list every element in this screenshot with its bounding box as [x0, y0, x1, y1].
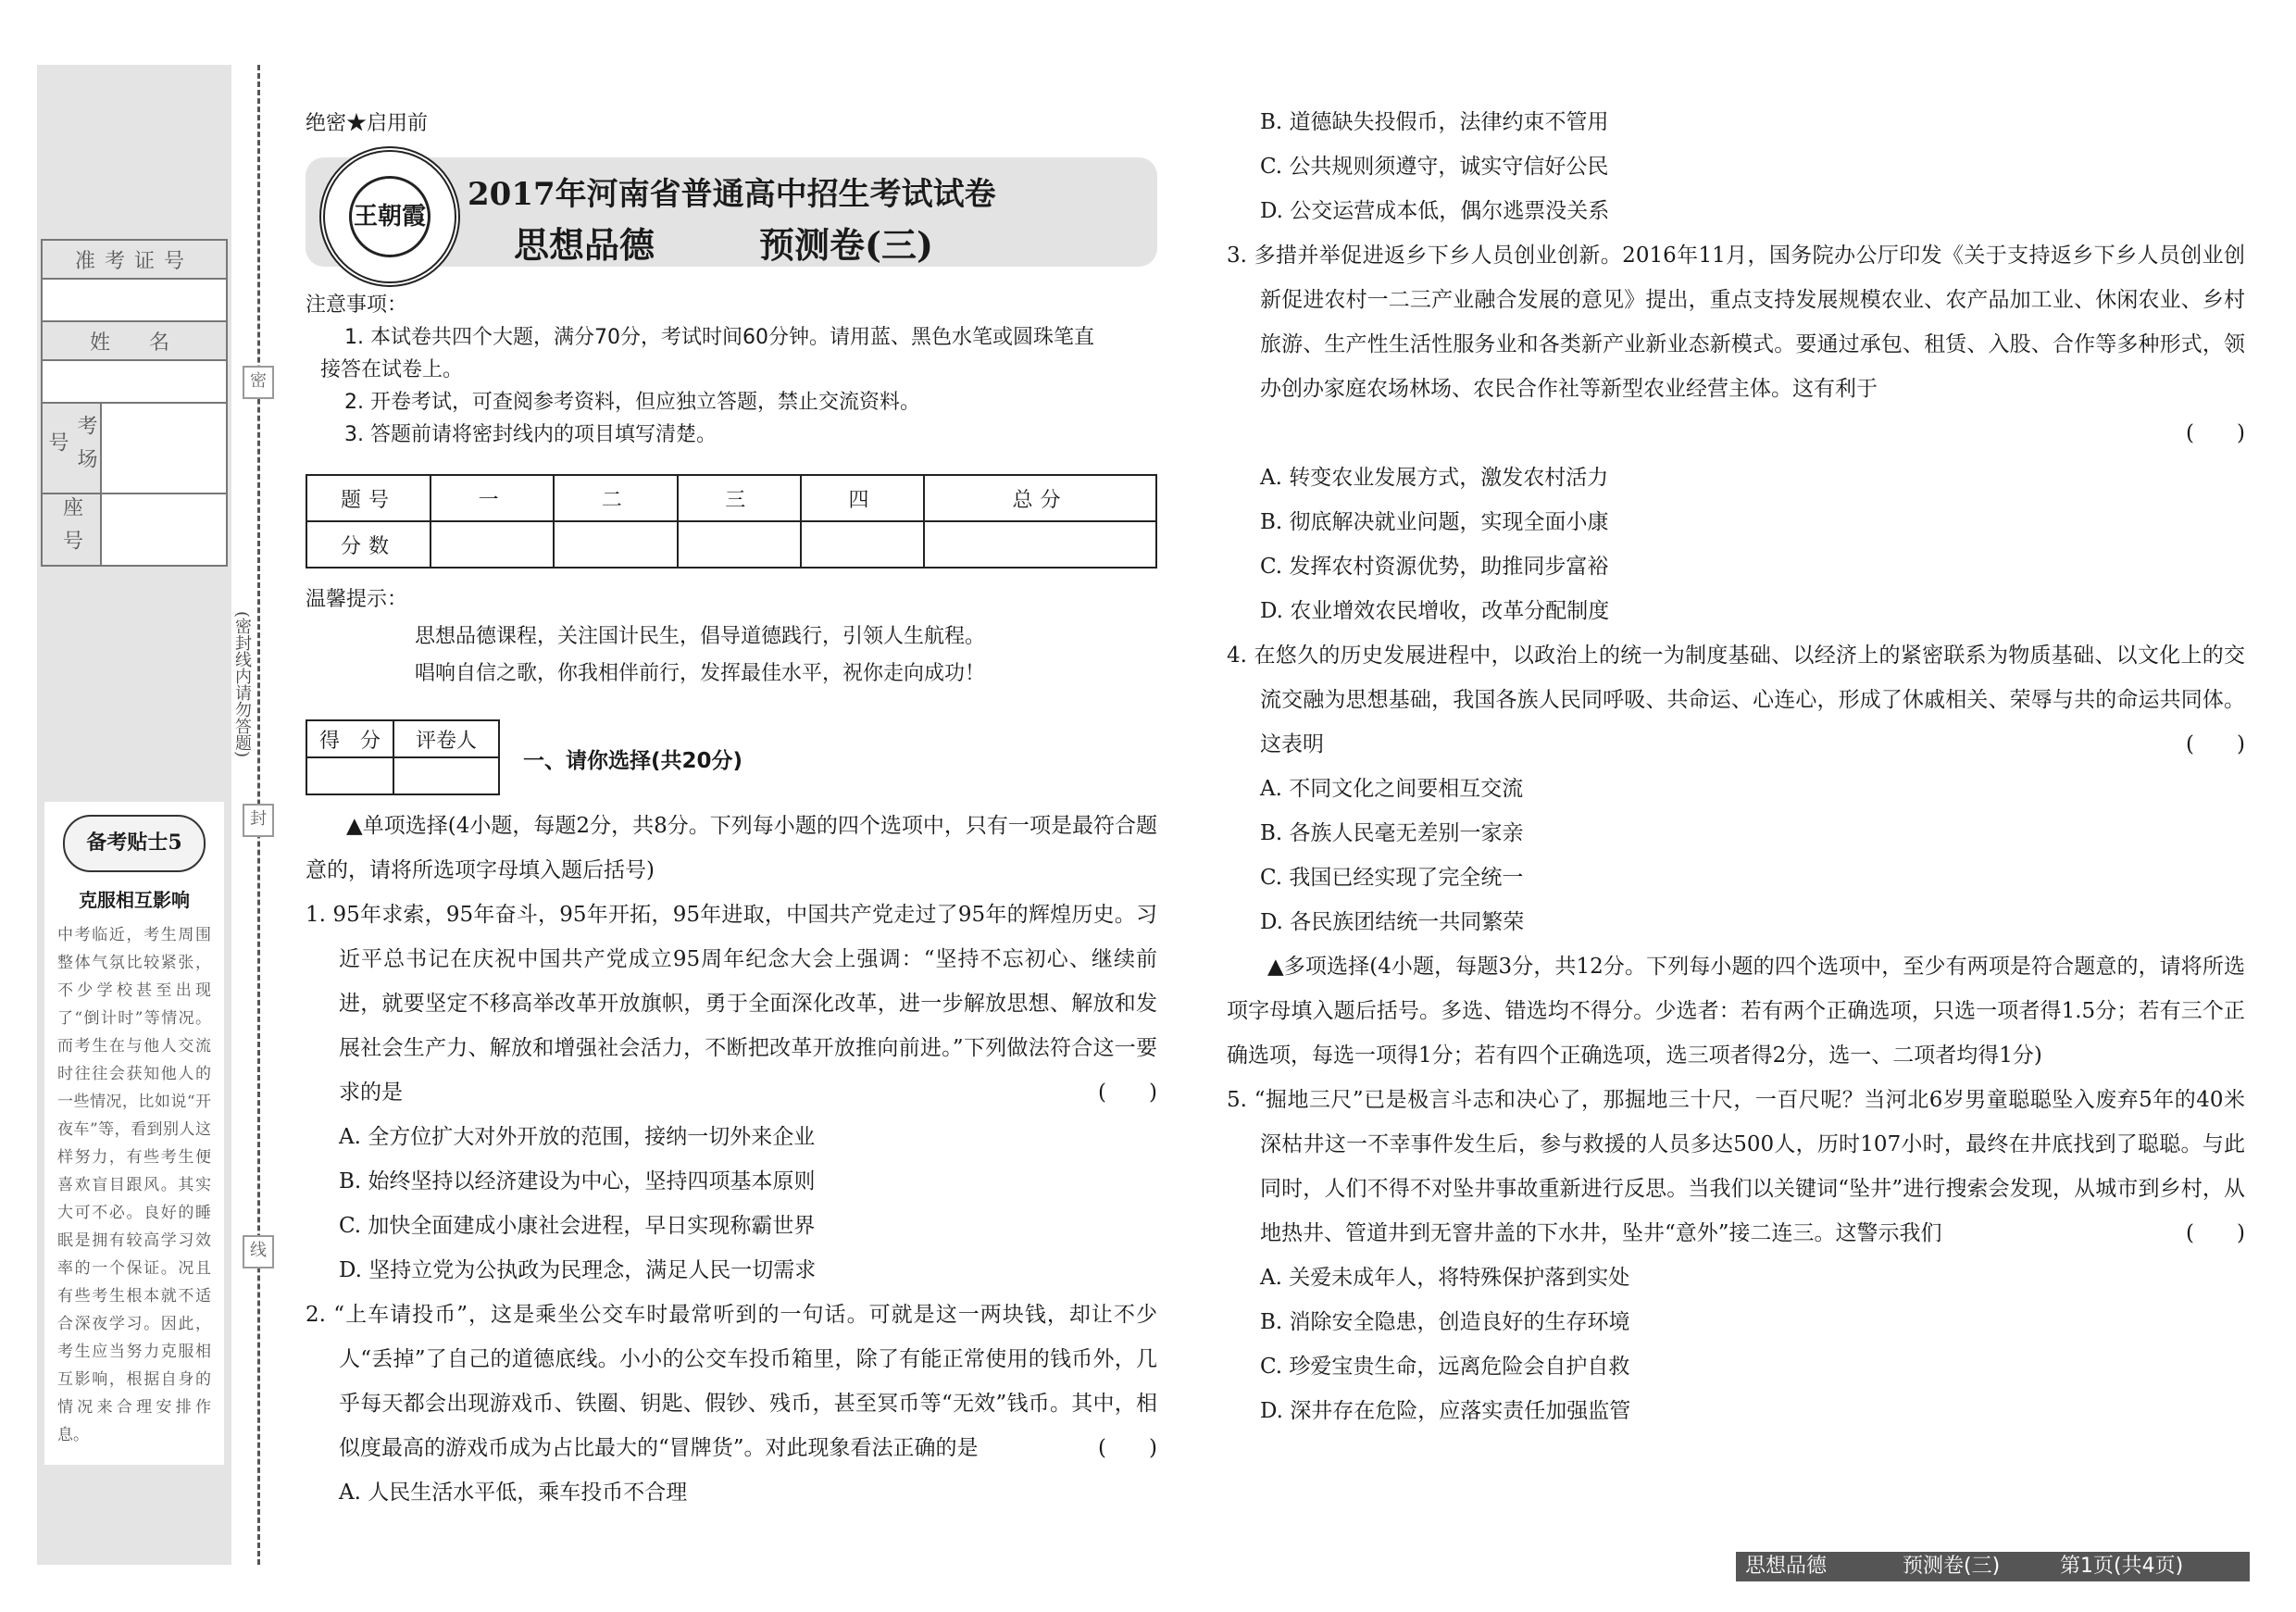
q1-option[interactable]: C. 加快全面建成小康社会进程，早日实现称霸世界 [339, 1214, 816, 1238]
candidate-info-table [41, 239, 228, 567]
score-cell[interactable] [801, 521, 924, 568]
q5-option[interactable]: C. 珍爱宝贵生命，远离危险会自护自救 [1260, 1355, 1630, 1379]
note-item: 3. 答题前请将密封线内的项目填写清楚。 [344, 423, 717, 446]
room-label: 考场号 [42, 403, 101, 494]
q3-option[interactable]: B. 彻底解决就业问题，实现全面小康 [1260, 510, 1609, 534]
warm-tips [306, 581, 1157, 693]
score-header: 总分 [924, 475, 1156, 521]
q2-bracket[interactable]: ( ) [1098, 1436, 1157, 1460]
multi-choice-intro: ▲多项选择(4小题，每题3分，共12分。下列每小题的四个选项中，至少有两项是符合题意的，请将所选项字母填入题后括号。多选、错选均不得分。少选者：若有两个正确选项，只选一项者得1.5分；若有三个正确选项，每选一项得1分；若有四个正确选项，选三项者得2分，选一、二项者均得1分) [1227, 955, 2245, 1068]
exam-title: 2017年河南省普通高中招生考试试卷 [468, 176, 996, 213]
q2-option[interactable]: B. 道德缺失投假币，法律约束不管用 [1260, 110, 1609, 134]
right-questions [1227, 100, 2245, 1433]
score-cell[interactable] [430, 521, 554, 568]
q5-bracket[interactable]: ( ) [2186, 1221, 2245, 1245]
score-header: 四 [801, 475, 924, 521]
paper-title: 预测卷(三) [759, 224, 933, 266]
grader-field[interactable] [393, 757, 499, 794]
score-cell[interactable] [924, 521, 1156, 568]
grade-score-field[interactable] [306, 757, 393, 794]
score-table [306, 474, 1157, 569]
footer-subject: 思想品德 [1745, 1555, 1828, 1578]
score-header: 二 [554, 475, 677, 521]
q4-option[interactable]: A. 不同文化之间要相互交流 [1260, 777, 1524, 801]
secret-label: 绝密★启用前 [306, 112, 429, 135]
grade-score-label: 得 分 [306, 720, 393, 757]
q4-stem: 4. 在悠久的历史发展进程中，以政治上的统一为制度基础、以经济上的紧密联系为物质基础、以文化上的交流交融为思想基础，我国各族人民同呼吸、共命运、心连心，形成了休戚相关、荣辱与共的命运共同体。这表明 [1227, 644, 2245, 756]
warm-line: 思想品德课程，关注国计民生，倡导道德践行，引领人生航程。 [415, 625, 986, 648]
seal-note: (密封线内请勿答题) [232, 611, 252, 758]
section-1-heading: 一、请你选择(共20分) [523, 749, 743, 773]
q3-stem: 3. 多措并举促进返乡下乡人员创业创新。2016年11月，国务院办公厅印发《关于支持返乡下乡人员创业创新促进农村一二三产业融合发展的意见》提出，重点支持发展规模农业、农产品加工业、休闲农业、乡村旅游、生产性生活性服务业和各类新产业新业态新模式。要通过承包、租赁、入股、合作等多种形式，领办创办家庭农场林场、农民合作社等新型农业经营主体。这有利于 [1227, 244, 2245, 401]
name-label: 姓 名 [42, 321, 227, 360]
q3-option[interactable]: A. 转变农业发展方式，激发农村活力 [1260, 466, 1609, 490]
q5-option[interactable]: B. 消除安全隐患，创造良好的生存环境 [1260, 1310, 1630, 1334]
logo-text: 王朝霞 [349, 176, 430, 257]
q4-option[interactable]: D. 各民族团结统一共同繁荣 [1260, 910, 1525, 934]
q4-option[interactable]: C. 我国已经实现了完全统一 [1260, 866, 1524, 890]
left-questions [306, 804, 1157, 1515]
warm-line: 唱响自信之歌，你我相伴前行，发挥最佳水平，祝你走向成功！ [415, 662, 986, 685]
tips-body: 中考临近，考生周围整体气氛比较紧张，不少学校甚至出现了“倒计时”等情况。而考生在与他人交流时往往会获知他人的一些情况，比如说“开夜车”等，看到别人这样努力，有些考生便喜欢盲目跟风。其实大可不必。良好的睡眠是拥有较高学习效率的一个保证。况且有些考生根本就不适合深夜学习。因此，考生应当努力克服相互影响，根据自身的情况来合理安排作息。 [57, 926, 211, 1444]
score-row-label: 分数 [306, 521, 430, 568]
grader-label: 评卷人 [393, 720, 499, 757]
q1-bracket[interactable]: ( ) [1098, 1081, 1157, 1105]
note-item: 2. 开卷考试，可查阅参考资料，但应独立答题，禁止交流资料。 [344, 391, 920, 414]
q3-bracket[interactable]: ( ) [2186, 421, 2245, 445]
score-header: 一 [430, 475, 554, 521]
q1-option[interactable]: D. 坚持立党为公执政为民理念，满足人民一切需求 [339, 1258, 817, 1282]
exam-no-label: 准考证号 [42, 240, 227, 279]
score-header: 三 [678, 475, 801, 521]
tips-logo: 备考贴士5 [63, 815, 206, 872]
seat-field[interactable] [101, 494, 227, 566]
q1-option[interactable]: B. 始终坚持以经济建设为中心，坚持四项基本原则 [339, 1169, 816, 1193]
q1-option[interactable]: A. 全方位扩大对外开放的范围，接纳一切外来企业 [339, 1125, 816, 1149]
binding-strip [37, 65, 231, 1565]
note-item: 1. 本试卷共四个大题，满分70分，考试时间60分钟。请用蓝、黑色水笔或圆珠笔直 [344, 326, 1094, 349]
q3-option[interactable]: D. 农业增效农民增收，改革分配制度 [1260, 599, 1610, 623]
notes-heading: 注意事项： [306, 294, 408, 317]
notes-section [306, 289, 1157, 451]
q2-option[interactable]: A. 人民生活水平低，乘车投币不合理 [339, 1481, 688, 1505]
seat-label: 座号 [42, 494, 101, 566]
q5-option[interactable]: A. 关爱未成年人，将特殊保护落到实处 [1260, 1266, 1630, 1290]
footer-page: 第1页(共4页) [2060, 1555, 2184, 1578]
score-cell[interactable] [678, 521, 801, 568]
seal-mark-feng: 封 [243, 804, 274, 837]
q4-option[interactable]: B. 各族人民毫无差别一家亲 [1260, 821, 1524, 845]
q3-option[interactable]: C. 发挥农村资源优势，助推同步富裕 [1260, 555, 1609, 579]
q5-option[interactable]: D. 深井存在危险，应落实责任加强监管 [1260, 1399, 1631, 1423]
q4-bracket[interactable]: ( ) [2186, 732, 2245, 756]
page-footer [1736, 1552, 2250, 1581]
q2-option[interactable]: D. 公交运营成本低，偶尔逃票没关系 [1260, 199, 1610, 223]
tips-title: 克服相互影响 [79, 889, 190, 911]
score-header: 题号 [306, 475, 430, 521]
q2-option[interactable]: C. 公共规则须遵守，诚实守信好公民 [1260, 155, 1609, 179]
name-field[interactable] [42, 360, 227, 403]
q5-stem: 5. “掘地三尺”已是极言斗志和决心了，那掘地三十尺，一百尺呢？当河北6岁男童聪聪坠入废弃5年的40米深枯井这一不幸事件发生后，参与救援的人员多达500人，历时107小时，最终在井底找到了聪聪。与此同时，人们不得不对坠井事故重新进行反思。当我们以关键词“坠井”进行搜索会发现，从城市到乡村，从地热井、管道井到无窨井盖的下水井，坠井“意外”接二连三。这警示我们 [1227, 1088, 2245, 1245]
publisher-logo [319, 146, 460, 287]
room-field[interactable] [101, 403, 227, 494]
footer-paper: 预测卷(三) [1903, 1555, 2001, 1578]
seal-mark-xian: 线 [243, 1235, 274, 1268]
warm-heading: 温馨提示： [306, 588, 408, 611]
note-item: 接答在试卷上。 [320, 358, 464, 381]
subject-title: 思想品德 [514, 224, 655, 266]
q2-stem: 2. “上车请投币”，这是乘坐公交车时最常听到的一句话。可就是这一两块钱，却让不少人“丢掉”了自己的道德底线。小小的公交车投币箱里，除了有能正常使用的钱币外，几乎每天都会出现游戏币、铁圈、钥匙、假钞、残币，甚至冥币等“无效”钱币。其中，相似度最高的游戏币成为占比最大的“冒牌货”。对此现象看法正确的是 [306, 1303, 1157, 1460]
exam-tips-box [44, 802, 224, 1465]
exam-no-field[interactable] [42, 279, 227, 321]
grade-box [306, 719, 500, 795]
seal-mark-mi: 密 [243, 366, 274, 399]
score-cell[interactable] [554, 521, 677, 568]
single-choice-intro: ▲单项选择(4小题，每题2分，共8分。下列每小题的四个选项中，只有一项是最符合题意的，请将所选项字母填入题后括号) [306, 814, 1157, 882]
q1-stem: 1. 95年求索，95年奋斗，95年开拓，95年进取，中国共产党走过了95年的辉煌历史。习近平总书记在庆祝中国共产党成立95周年纪念大会上强调：“坚持不忘初心、继续前进，就要坚定不移高举改革开放旗帜，勇于全面深化改革，进一步解放思想、解放和发展社会生产力、解放和增强社会活力，不断把改革开放推向前进。”下列做法符合这一要求的是 [306, 903, 1157, 1105]
